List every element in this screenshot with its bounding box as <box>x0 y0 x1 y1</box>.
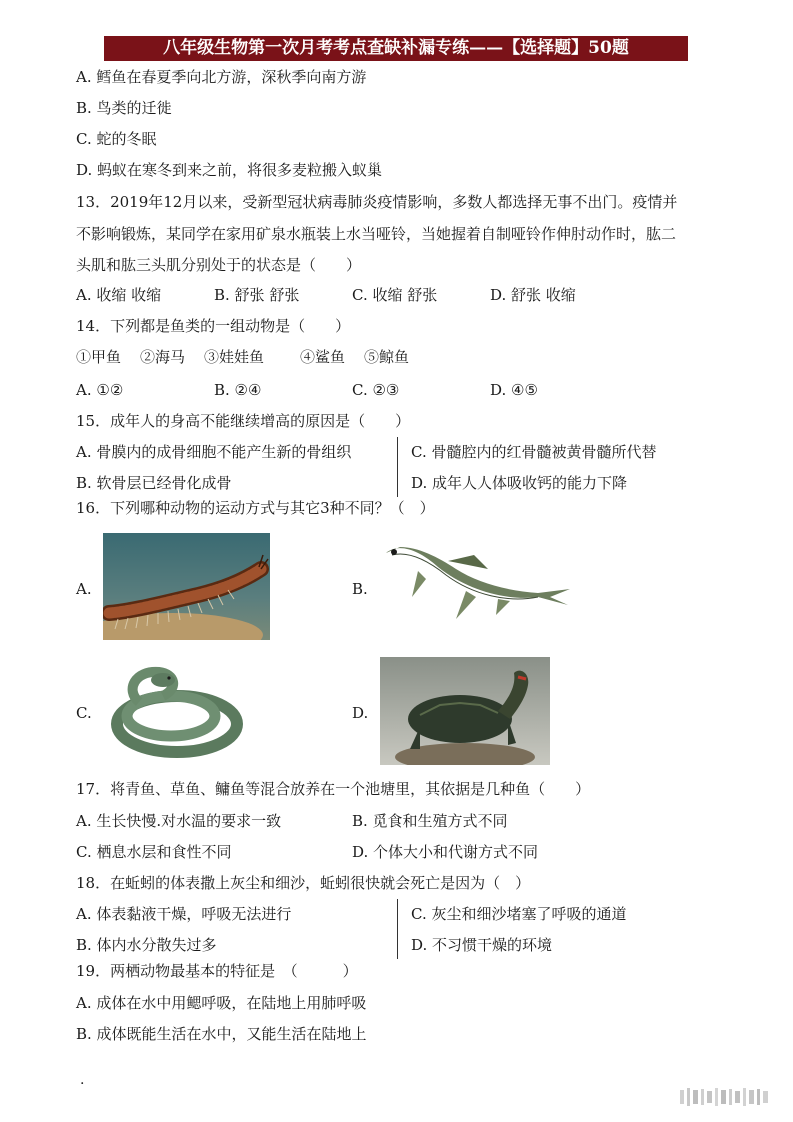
q13-option-d: D. 舒张 收缩 <box>490 286 576 304</box>
q15-stem: 15．成年人的身高不能继续增高的原因是（ ） <box>76 412 411 430</box>
q16-option-a-label: A. <box>76 580 92 598</box>
q18-option-b: B. 体内水分散失过多 <box>76 936 217 954</box>
q16-option-d-label: D. <box>352 704 369 722</box>
turtle-image <box>380 657 550 765</box>
q13-stem-line2: 不影响锻炼，某同学在家用矿泉水瓶装上水当哑铃，当她握着自制哑铃作伸肘动作时，肱二 <box>76 225 677 243</box>
fish-image <box>378 535 573 635</box>
q14-option-a: A. ①② <box>76 381 124 399</box>
q14-item-2: ②海马 <box>140 348 186 366</box>
q13-stem-line3: 头肌和肱三头肌分别处于的状态是（ ） <box>76 256 362 274</box>
q12-option-a: A. 鳕鱼在春夏季向北方游，深秋季向南方游 <box>76 68 367 86</box>
q12-option-c: C. 蛇的冬眠 <box>76 130 157 148</box>
q16-stem: 16．下列哪种动物的运动方式与其它3种不同？（ ） <box>76 499 435 517</box>
q18-option-c: C. 灰尘和细沙堵塞了呼吸的通道 <box>411 905 627 923</box>
q18-column-divider <box>397 899 398 959</box>
q18-option-d: D. 不习惯干燥的环境 <box>411 936 553 954</box>
q19-option-a: A. 成体在水中用鳃呼吸，在陆地上用肺呼吸 <box>76 994 367 1012</box>
q18-stem: 18．在蚯蚓的体表撒上灰尘和细沙，蚯蚓很快就会死亡是因为（ ） <box>76 874 531 892</box>
q13-option-b: B. 舒张 舒张 <box>214 286 300 304</box>
q16-option-c-label: C. <box>76 704 92 722</box>
q13-option-c: C. 收缩 舒张 <box>352 286 438 304</box>
millipede-image <box>103 533 270 640</box>
q14-option-c: C. ②③ <box>352 381 400 399</box>
q19-stem: 19．两栖动物最基本的特征是 （ ） <box>76 962 358 980</box>
q17-option-c: C. 栖息水层和食性不同 <box>76 843 232 861</box>
q17-option-a: A. 生长快慢.对水温的要求一致 <box>76 812 282 830</box>
q17-stem: 17．将青鱼、草鱼、鳙鱼等混合放养在一个池塘里，其依据是几种鱼（ ） <box>76 780 591 798</box>
q15-option-c: C. 骨髓腔内的红骨髓被黄骨髓所代替 <box>411 443 657 461</box>
q14-stem: 14．下列都是鱼类的一组动物是（ ） <box>76 317 351 335</box>
q16-option-b-label: B. <box>352 580 368 598</box>
q14-option-b: B. ②④ <box>214 381 262 399</box>
q19-option-b: B. 成体既能生活在水中，又能生活在陆地上 <box>76 1025 367 1043</box>
q14-item-4: ④鲨鱼 <box>300 348 346 366</box>
q17-option-d: D. 个体大小和代谢方式不同 <box>352 843 539 861</box>
q14-item-3: ③娃娃鱼 <box>204 348 265 366</box>
page-title-banner: 八年级生物第一次月考考点查缺补漏专练——【选择题】50题 <box>104 36 688 61</box>
q14-item-5: ⑤鲸鱼 <box>364 348 410 366</box>
q18-option-a: A. 体表黏液干燥，呼吸无法进行 <box>76 905 292 923</box>
q15-option-a: A. 骨膜内的成骨细胞不能产生新的骨组织 <box>76 443 352 461</box>
q14-option-d: D. ④⑤ <box>490 381 538 399</box>
q17-option-b: B. 觅食和生殖方式不同 <box>352 812 508 830</box>
q13-option-a: A. 收缩 收缩 <box>76 286 162 304</box>
q12-option-b: B. 鸟类的迁徙 <box>76 99 172 117</box>
watermark-logo <box>680 1086 780 1108</box>
q12-option-d: D. 蚂蚁在寒冬到来之前，将很多麦粒搬入蚁巢 <box>76 161 383 179</box>
footer-dot: . <box>80 1072 85 1088</box>
q15-option-b: B. 软骨层已经骨化成骨 <box>76 474 232 492</box>
q14-item-1: ①甲鱼 <box>76 348 122 366</box>
q15-column-divider <box>397 437 398 497</box>
snake-image <box>105 662 245 762</box>
q13-stem-line1: 13．2019年12月以来，受新型冠状病毒肺炎疫情影响，多数人都选择无事不出门。疫情并 <box>76 193 678 211</box>
q15-option-d: D. 成年人人体吸收钙的能力下降 <box>411 474 628 492</box>
